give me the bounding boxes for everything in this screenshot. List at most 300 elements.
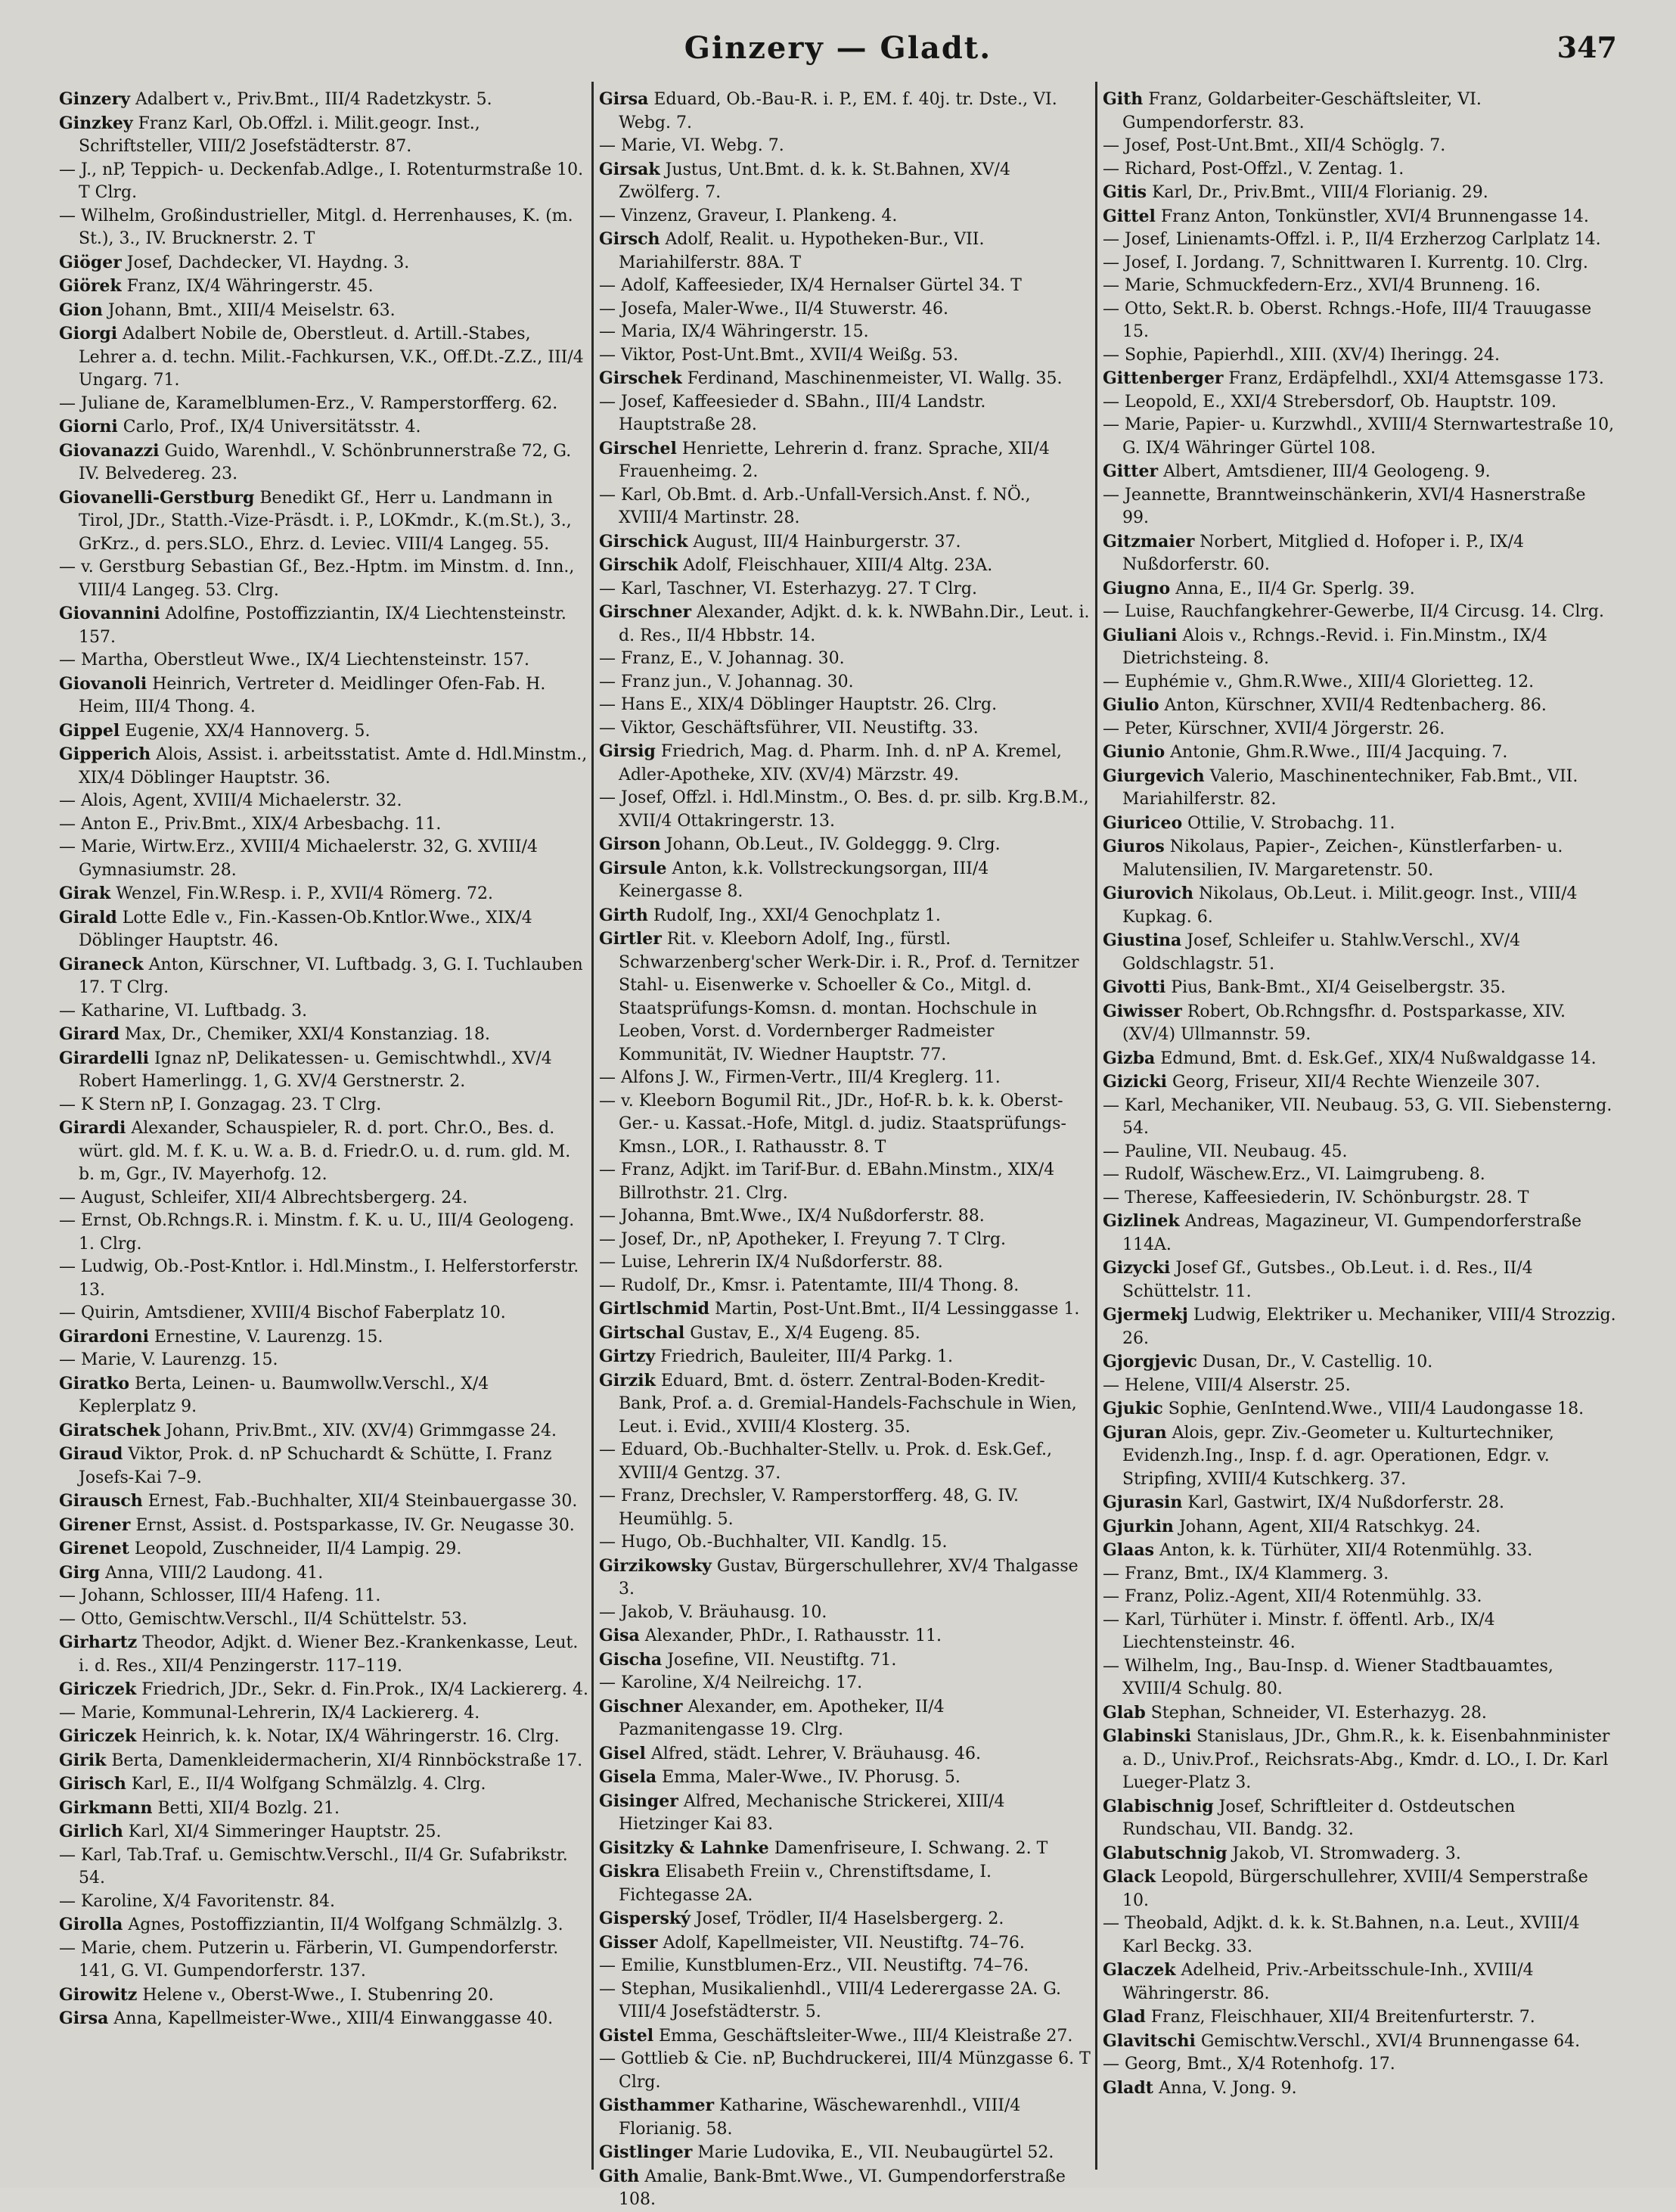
entry-details: — Johann, Schlosser, III/4 Hafeng. 11. xyxy=(59,1586,381,1605)
entry-details: — Wilhelm, Ing., Bau-Insp. d. Wiener Stadtbauamtes, XVIII/4 Schulg. 80. xyxy=(1103,1656,1553,1698)
entry-details: Benedikt Gf., Herr u. Landmann in Tirol, JDr., Statth.-Vize-Präsdt. i. P., LOKmdr., K.(m.St.), 3., GrKrz., d. pers.SLO., Ehrz. d. Leviec. VIII/4 Langeg. 55. xyxy=(79,488,572,554)
entry-details: — Anton E., Priv.Bmt., XIX/4 Arbesbachg. 11. xyxy=(59,814,442,834)
directory-entry xyxy=(599,1624,1091,1648)
directory-entry xyxy=(599,2094,1091,2141)
entry-details: — Josef, Kaffeesieder d. SBahn., III/4 Landstr. Hauptstraße 28. xyxy=(599,392,986,434)
directory-entry xyxy=(1103,530,1617,577)
entry-surname: Girkmann xyxy=(59,1797,153,1818)
entry-details: Ignaz nP, Delikatessen- u. Gemischtwhdl., XV/4 Robert Hamerlingg. 1, G. XV/4 Gerstnerstr. 2. xyxy=(79,1049,552,1091)
directory-entry xyxy=(599,391,1091,437)
directory-entry xyxy=(59,1678,588,1702)
entry-details: Josef, Schleifer u. Stahlw.Verschl., XV/4 Goldschlagstr. 51. xyxy=(1122,931,1521,974)
directory-entry xyxy=(1103,298,1617,344)
directory-entry xyxy=(59,88,588,112)
directory-entry xyxy=(599,1251,1091,1275)
directory-entry xyxy=(59,649,588,673)
directory-entry xyxy=(1103,228,1617,252)
directory-entry xyxy=(1103,929,1617,976)
entry-surname: Gipperich xyxy=(59,744,151,764)
directory-entry xyxy=(599,1955,1091,1978)
entry-surname: Glad xyxy=(1103,2007,1146,2027)
directory-entry xyxy=(59,813,588,837)
entry-surname: Girik xyxy=(59,1750,107,1770)
entry-details: Betti, XII/4 Bozlg. 21. xyxy=(157,1798,340,1818)
entry-surname: Girsch xyxy=(599,229,660,249)
directory-entry xyxy=(1103,976,1617,1000)
entry-details: — Franz, E., V. Johannag. 30. xyxy=(599,649,845,668)
entry-details: — Eduard, Ob.-Buchhalter-Stellv. u. Prok. d. Esk.Gef., XVIII/4 Gentzg. 37. xyxy=(599,1440,1053,1483)
directory-entry xyxy=(599,578,1091,601)
entry-details: — Marie, Wirtw.Erz., XVIII/4 Michaelerstr. 32, G. XVIII/4 Gymnasiumstr. 28. xyxy=(59,837,538,880)
entry-details: — Pauline, VII. Neubaug. 45. xyxy=(1103,1142,1348,1161)
directory-entry xyxy=(59,1349,588,1372)
directory-entry xyxy=(59,836,588,882)
directory-entry xyxy=(1103,1070,1617,1095)
entry-surname: Giovannini xyxy=(59,604,160,623)
entry-surname: Gjurasin xyxy=(1103,1493,1183,1512)
entry-details: — Therese, Kaffeesiederin, IV. Schönburgstr. 28. T xyxy=(1103,1188,1529,1207)
entry-surname: Girenet xyxy=(59,1539,129,1558)
entry-details: Josef, Schriftleiter d. Ostdeutschen Rundschau, VII. Bandg. 32. xyxy=(1122,1797,1516,1839)
entry-details: Albert, Amtsdiener, III/4 Geologeng. 9. xyxy=(1163,462,1491,481)
entry-surname: Girtschal xyxy=(599,1322,685,1343)
directory-entry xyxy=(1103,344,1617,368)
entry-details: Ernest, Fab.-Buchhalter, XII/4 Steinbauergasse 30. xyxy=(147,1492,578,1511)
entry-surname: Girtzy xyxy=(599,1347,656,1366)
directory-entry xyxy=(59,556,588,602)
entry-surname: Gitis xyxy=(1103,182,1147,202)
directory-entry xyxy=(59,299,588,323)
directory-entry xyxy=(59,1372,588,1419)
directory-entry xyxy=(599,1485,1091,1531)
directory-entry xyxy=(1103,252,1617,275)
entry-surname: Glab xyxy=(1103,1702,1146,1723)
entry-surname: Girardelli xyxy=(59,1048,150,1068)
entry-surname: Gjorgjevic xyxy=(1103,1352,1197,1372)
directory-entry xyxy=(1103,1539,1617,1563)
entry-details: — Josef, Post-Unt.Bmt., XII/4 Schöglg. 7. xyxy=(1103,136,1446,155)
entry-details: — Franz, Drechsler, V. Ramperstorfferg. 48, G. IV. Heumühlg. 5. xyxy=(599,1487,1020,1529)
entry-details: Rit. v. Kleeborn Adolf, Ing., fürstl. Schwarzenberg'scher Werk-Dir. i. R., Prof. d. Ternitzer Stahl- u. Eisenwerke v. Schoeller & Co., Mitgl. d. Staatsprüfungs-Komsn. d. montan. Hochschule in Leoben, Vorst. d. Vordernberger Radmeister Kommunität, IV. Wiedner Hauptstr. 77. xyxy=(619,930,1079,1064)
entry-details: — Karl, Ob.Bmt. d. Arb.-Unfall-Versich.Anst. f. NÖ., XVIII/4 Martinstr. 28. xyxy=(599,485,1031,527)
entry-details: Anna, Kapellmeister-Wwe., XIII/4 Einwanggasse 40. xyxy=(113,2009,554,2028)
directory-entry xyxy=(1103,88,1617,135)
directory-entry xyxy=(599,158,1091,205)
directory-entry xyxy=(599,671,1091,694)
directory-entry xyxy=(599,1790,1091,1837)
entry-details: August, III/4 Hainburgerstr. 37. xyxy=(693,532,961,551)
directory-entry xyxy=(59,159,588,205)
directory-entry xyxy=(59,1702,588,1726)
entry-surname: Girsak xyxy=(599,159,660,179)
entry-details: Ernestine, V. Laurenzg. 15. xyxy=(154,1327,383,1347)
entry-details: — J., nP, Teppich- u. Deckenfab.Adlge., I. Rotenturmstraße 10. T Clrg. xyxy=(59,160,584,202)
entry-details: Alexander, Adjkt. d. k. k. NWBahn.Dir., Leut. i. d. Res., II/4 Hbbstr. 14. xyxy=(619,603,1090,645)
directory-entry xyxy=(1103,1586,1617,1609)
entry-details: Adalbert v., Priv.Bmt., III/4 Radetzkystr. 5. xyxy=(135,90,492,109)
entry-details: — Karl, Taschner, VI. Esterhazyg. 27. T Clrg. xyxy=(599,579,977,598)
directory-entry xyxy=(59,602,588,649)
directory-entry xyxy=(599,1159,1091,1205)
entry-details: — Wilhelm, Großindustrieller, Mitgl. d. Herrenhauses, K. (m. St.), 3., IV. Brucknerstr. 2. T xyxy=(59,206,573,248)
entry-details: — Luise, Rauchfangkehrer-Gewerbe, II/4 Circusg. 14. Clrg. xyxy=(1103,602,1604,621)
entry-details: — Richard, Post-Offzl., V. Zentag. 1. xyxy=(1103,159,1404,179)
entry-details: Justus, Unt.Bmt. d. k. k. St.Bahnen, XV/4 Zwölferg. 7. xyxy=(619,160,1010,202)
directory-entry xyxy=(599,1860,1091,1907)
entry-details: Emma, Maler-Wwe., IV. Phorusg. 5. xyxy=(662,1768,961,1787)
directory-entry xyxy=(1103,1375,1617,1398)
entry-surname: Girolla xyxy=(59,1915,123,1934)
entry-details: Eduard, Ob.-Bau-R. i. P., EM. f. 40j. tr. Dste., VI. Webg. 7. xyxy=(619,90,1057,132)
entry-surname: Gischa xyxy=(599,1649,663,1670)
entry-details: Henriette, Lehrerin d. franz. Sprache, XII/4 Frauenheimg. 2. xyxy=(619,439,1050,481)
directory-entry xyxy=(599,1837,1091,1861)
entry-details: Elisabeth Freiin v., Chrenstiftsdame, I. Fichtegasse 2A. xyxy=(619,1862,992,1905)
entry-details: Helene v., Oberst-Wwe., I. Stubenring 20. xyxy=(142,1985,494,2005)
directory-column-1 xyxy=(59,88,588,2161)
entry-surname: Giriczek xyxy=(59,1679,137,1699)
directory-entry xyxy=(59,415,588,440)
directory-entry xyxy=(1103,1866,1617,1912)
entry-details: Friedrich, Mag. d. Pharm. Inh. d. nP A. Kremel, Adler-Apotheke, XIV. (XV/4) Märzstr. 49. xyxy=(619,742,1062,784)
directory-entry xyxy=(59,440,588,486)
page-header xyxy=(0,30,1676,76)
entry-details: Gustav, E., X/4 Eugeng. 85. xyxy=(690,1323,920,1343)
entry-surname: Girzikowsky xyxy=(599,1555,712,1576)
entry-surname: Gitzmaier xyxy=(1103,531,1195,551)
directory-entry xyxy=(599,1369,1091,1440)
directory-entry xyxy=(599,1978,1091,2024)
entry-surname: Girsig xyxy=(599,741,656,761)
entry-surname: Gisitzky & Lahnke xyxy=(599,1838,769,1858)
directory-entry xyxy=(59,743,588,790)
directory-entry xyxy=(59,1325,588,1350)
entry-details: — Karl, Türhüter i. Minstr. f. öffentl. Arb., IX/4 Liechtensteinstr. 46. xyxy=(1103,1610,1495,1652)
entry-details: Anna, E., II/4 Gr. Sperlg. 39. xyxy=(1175,579,1415,598)
directory-entry xyxy=(599,601,1091,648)
entry-surname: Giorni xyxy=(59,417,118,436)
directory-entry xyxy=(59,251,588,275)
entry-surname: Giurovich xyxy=(1103,884,1193,903)
directory-entry xyxy=(1103,882,1617,929)
entry-surname: Girausch xyxy=(59,1491,143,1511)
entry-surname: Girschel xyxy=(599,438,677,458)
entry-surname: Girson xyxy=(599,834,661,854)
entry-details: Pius, Bank-Bmt., XI/4 Geiselbergstr. 35. xyxy=(1171,978,1506,997)
entry-surname: Glavitschi xyxy=(1103,2030,1196,2051)
directory-entry xyxy=(599,1555,1091,1602)
directory-entry xyxy=(1103,1609,1617,1655)
entry-details: — Emilie, Kunstblumen-Erz., VII. Neustiftg. 74–76. xyxy=(599,1956,1029,1975)
entry-details: — Euphémie v., Ghm.R.Wwe., XIII/4 Glorietteg. 12. xyxy=(1103,672,1535,691)
entry-details: Johann, Agent, XII/4 Ratschkyg. 24. xyxy=(1178,1517,1481,1536)
entry-surname: Girschek xyxy=(599,368,682,388)
entry-details: Alfred, städt. Lehrer, V. Bräuhausg. 46. xyxy=(650,1744,981,1763)
entry-details: Adelheid, Priv.-Arbeitsschule-Inh., XVIII/4 Währingerstr. 86. xyxy=(1122,1961,1534,2003)
entry-details: Antonie, Ghm.R.Wwe., III/4 Jacquing. 7. xyxy=(1170,743,1508,762)
entry-details: — Marie, Kommunal-Lehrerin, IX/4 Lackiererg. 4. xyxy=(59,1703,480,1723)
entry-details: Gustav, Bürgerschullehrer, XV/4 Thalgasse 3. xyxy=(619,1556,1079,1598)
directory-entry xyxy=(1103,765,1617,812)
directory-entry xyxy=(1103,694,1617,718)
entry-details: — Franz, Adjkt. im Tarif-Bur. d. EBahn.Minstm., XIX/4 Billrothstr. 21. Clrg. xyxy=(599,1160,1055,1203)
directory-entry xyxy=(599,1531,1091,1555)
entry-details: — Peter, Kürschner, XVII/4 Jörgerstr. 26. xyxy=(1103,719,1445,738)
entry-surname: Gisela xyxy=(599,1767,657,1787)
entry-surname: Giuriceo xyxy=(1103,812,1183,833)
entry-surname: Gistlinger xyxy=(599,2142,693,2162)
directory-entry xyxy=(599,1229,1091,1252)
entry-surname: Girener xyxy=(59,1515,131,1535)
entry-details: — Jakob, V. Bräuhausg. 10. xyxy=(599,1602,827,1622)
entry-details: Max, Dr., Chemiker, XXI/4 Konstanziag. 18. xyxy=(124,1025,490,1044)
entry-surname: Girsule xyxy=(599,858,667,878)
entry-details: Martin, Post-Unt.Bmt., II/4 Lessinggasse 1. xyxy=(715,1300,1080,1319)
entry-surname: Girtlschmid xyxy=(599,1299,710,1319)
entry-surname: Gladt xyxy=(1103,2077,1153,2098)
directory-entry xyxy=(599,1090,1091,1160)
entry-details: — Franz, Bmt., IX/4 Klammerg. 3. xyxy=(1103,1564,1389,1583)
entry-details: Marie Ludovika, E., VII. Neubaugürtel 52. xyxy=(697,2143,1054,2162)
entry-details: — Quirin, Amtsdiener, XVIII/4 Bischof Faberplatz 10. xyxy=(59,1303,506,1322)
directory-entry xyxy=(1103,2077,1617,2101)
directory-entry xyxy=(59,322,588,393)
entry-details: Alois v., Rchngs.-Revid. i. Fin.Minstm., IX/4 Dietrichsteing. 8. xyxy=(1122,626,1547,668)
directory-entry xyxy=(599,2165,1091,2212)
entry-details: Gemischtw.Verschl., XVI/4 Brunnengasse 64. xyxy=(1200,2031,1581,2051)
entry-surname: Giratko xyxy=(59,1373,130,1393)
entry-details: Heinrich, Vertreter d. Meidlinger Ofen-Fab. H. Heim, III/4 Thong. 4. xyxy=(79,674,546,716)
entry-surname: Giurgevich xyxy=(1103,766,1205,786)
entry-details: — Hugo, Ob.-Buchhalter, VII. Kandlg. 15. xyxy=(599,1533,948,1552)
entry-surname: Gjuran xyxy=(1103,1422,1167,1443)
entry-surname: Giöger xyxy=(59,252,122,272)
directory-entry xyxy=(1103,601,1617,624)
entry-details: Karl, XI/4 Simmeringer Hauptstr. 25. xyxy=(128,1822,442,1841)
directory-entry xyxy=(1103,2053,1617,2077)
entry-details: — Ludwig, Ob.-Post-Kntlor. i. Hdl.Minstm., I. Helferstorferstr. 13. xyxy=(59,1257,579,1300)
entry-details: — Rudolf, Dr., Kmsr. i. Patentamte, III/4 Thong. 8. xyxy=(599,1275,1020,1295)
entry-surname: Glack xyxy=(1103,1867,1156,1887)
entry-details: — Gottlieb & Cie. nP, Buchdruckerei, III/4 Münzgasse 6. T Clrg. xyxy=(599,2049,1091,2092)
directory-entry xyxy=(599,1275,1091,1298)
directory-entry xyxy=(599,1742,1091,1766)
directory-entry xyxy=(59,1187,588,1210)
entry-details: Valerio, Maschinentechniker, Fab.Bmt., VII. Mariahilferstr. 82. xyxy=(1122,766,1578,809)
directory-entry xyxy=(1103,1563,1617,1586)
directory-entry xyxy=(1103,1047,1617,1071)
entry-surname: Giwisser xyxy=(1103,1001,1182,1021)
entry-surname: Girak xyxy=(59,884,111,903)
directory-entry xyxy=(59,1608,588,1632)
entry-details: Alexander, Schauspieler, R. d. port. Chr.O., Bes. d. würt. gld. M. f. K. u. W. a. B. d. Friedr.O. u. d. rum. gld. M. b. m, Ggr., IV. Mayerhofg. 12. xyxy=(79,1119,571,1184)
entry-details: Johann, Ob.Leut., IV. Goldeggg. 9. Clrg. xyxy=(666,835,1001,854)
directory-entry xyxy=(59,673,588,719)
entry-surname: Giugno xyxy=(1103,578,1171,598)
column-rule xyxy=(1095,82,1097,2170)
entry-surname: Giraneck xyxy=(59,954,144,974)
directory-entry xyxy=(59,1844,588,1890)
directory-entry xyxy=(599,1931,1091,1956)
entry-surname: Giustina xyxy=(1103,930,1182,950)
entry-details: Berta, Damenkleidermacherin, XI/4 Rinnböckstraße 17. xyxy=(111,1751,583,1770)
entry-surname: Glabischnig xyxy=(1103,1796,1214,1816)
directory-entry xyxy=(599,484,1091,530)
entry-details: — Karoline, X/4 Neilreichg. 17. xyxy=(599,1673,863,1692)
entry-surname: Gisel xyxy=(599,1743,646,1763)
directory-entry xyxy=(599,1907,1091,1931)
entry-surname: Girowitz xyxy=(59,1984,138,2005)
entry-surname: Gizba xyxy=(1103,1048,1156,1068)
entry-details: Andreas, Magazineur, VI. Gumpendorferstraße 114A. xyxy=(1122,1212,1582,1254)
entry-details: Guido, Warenhdl., V. Schönbrunnerstraße 72, G. IV. Belvedereg. 23. xyxy=(79,441,572,483)
entry-details: — Josef, Linienamts-Offzl. i. P., II/4 Erzherzog Carlplatz 14. xyxy=(1103,230,1601,249)
directory-entry xyxy=(59,1047,588,1094)
entry-details: Anton, k. k. Türhüter, XII/4 Rotenmühlg. 33. xyxy=(1159,1541,1533,1560)
entry-details: Leopold, Zuschneider, II/4 Lampig. 29. xyxy=(134,1539,462,1558)
entry-details: — Marie, Papier- u. Kurzwhdl., XVIII/4 Sternwartestraße 10, G. IX/4 Währinger Gürtel 108. xyxy=(1103,415,1615,458)
directory-entry xyxy=(59,112,588,159)
entry-details: — Alois, Agent, XVIII/4 Michaelerstr. 32. xyxy=(59,791,402,810)
directory-entry xyxy=(1103,1257,1617,1303)
directory-entry xyxy=(599,1439,1091,1485)
entry-surname: Glaczek xyxy=(1103,1960,1176,1980)
directory-entry xyxy=(59,393,588,416)
directory-entry xyxy=(1103,205,1617,229)
entry-details: Berta, Leinen- u. Baumwollw.Verschl., X/4 Keplerplatz 9. xyxy=(79,1374,489,1416)
entry-details: Josef Gf., Gutsbes., Ob.Leut. i. d. Res., II/4 Schüttelstr. 11. xyxy=(1122,1259,1533,1301)
entry-surname: Gippel xyxy=(59,720,120,741)
directory-entry xyxy=(599,1672,1091,1695)
directory-entry xyxy=(59,953,588,1000)
directory-entry xyxy=(1103,1187,1617,1210)
entry-surname: Giovanelli-Gerstburg xyxy=(59,487,255,508)
entry-surname: Giorgi xyxy=(59,324,118,343)
entry-surname: Girsa xyxy=(599,89,649,109)
entry-details: Emma, Geschäftsleiter-Wwe., III/4 Kleistraße 27. xyxy=(659,2026,1073,2046)
entry-surname: Girardoni xyxy=(59,1326,149,1347)
entry-surname: Girg xyxy=(59,1562,101,1583)
directory-entry xyxy=(1103,1655,1617,1701)
directory-entry xyxy=(599,298,1091,322)
entry-surname: Giuros xyxy=(1103,837,1165,856)
entry-details: Stanislaus, JDr., Ghm.R., k. k. Eisenbahnminister a. D., Univ.Prof., Reichsrats-Abg., Kmdr. d. LO., I. Dr. Karl Lueger-Platz 3. xyxy=(1122,1727,1610,1792)
entry-surname: Giovanoli xyxy=(59,673,147,694)
column-rule xyxy=(591,82,594,2170)
entry-surname: Girald xyxy=(59,907,117,927)
entry-surname: Glabutschnig xyxy=(1103,1843,1228,1863)
entry-details: — Maria, IX/4 Währingerstr. 15. xyxy=(599,322,869,341)
directory-entry xyxy=(59,1772,588,1797)
entry-details: Carlo, Prof., IX/4 Universitätsstr. 4. xyxy=(123,418,421,436)
entry-details: Franz Anton, Tonkünstler, XVI/4 Brunnengasse 14. xyxy=(1160,207,1589,226)
directory-entry xyxy=(59,1797,588,1821)
entry-details: — Viktor, Geschäftsführer, VII. Neustiftg. 33. xyxy=(599,718,979,738)
entry-details: Ottilie, V. Strobachg. 11. xyxy=(1187,813,1395,833)
directory-entry xyxy=(599,344,1091,368)
entry-details: Anna, VIII/2 Laudong. 41. xyxy=(105,1563,324,1583)
entry-details: Ferdinand, Maschinenmeister, VI. Wallg. 35. xyxy=(687,369,1063,388)
directory-entry xyxy=(1103,1421,1617,1492)
entry-details: Dusan, Dr., V. Castellig. 10. xyxy=(1202,1353,1433,1372)
entry-details: Alexander, em. Apotheker, II/4 Pazmanitengasse 19. Clrg. xyxy=(619,1697,945,1739)
entry-details: — Theobald, Adjkt. d. k. k. St.Bahnen, n.a. Leut., XVIII/4 Karl Beckg. 33. xyxy=(1103,1914,1580,1956)
entry-details: Friedrich, JDr., Sekr. d. Fin.Prok., IX/4 Lackiererg. 4. xyxy=(141,1680,588,1699)
entry-details: — Josef, I. Jordang. 7, Schnittwaren I. Kurrentg. 10. Clrg. xyxy=(1103,253,1588,272)
entry-details: Josef, Dachdecker, VI. Haydng. 3. xyxy=(126,253,410,272)
directory-entry xyxy=(599,1766,1091,1790)
directory-entry xyxy=(59,1210,588,1256)
directory-entry xyxy=(1103,158,1617,182)
directory-entry xyxy=(1103,135,1617,158)
entry-details: Stephan, Schneider, VI. Esterhazyg. 28. xyxy=(1150,1703,1487,1723)
entry-details: Alexander, PhDr., I. Rathausstr. 11. xyxy=(644,1626,942,1645)
entry-surname: Gith xyxy=(599,2166,640,2186)
entry-details: Norbert, Mitglied d. Hofoper i. P., IX/4 Nußdorferstr. 60. xyxy=(1122,532,1525,574)
entry-details: Leopold, Bürgerschullehrer, XVIII/4 Semperstraße 10. xyxy=(1122,1868,1588,1910)
directory-entry xyxy=(599,648,1091,671)
directory-entry xyxy=(599,2024,1091,2049)
entry-surname: Giraud xyxy=(59,1444,123,1464)
entry-details: Rudolf, Ing., XXI/4 Genochplatz 1. xyxy=(653,906,941,925)
directory-entry xyxy=(59,1984,588,2008)
entry-details: — Georg, Bmt., X/4 Rotenhofg. 17. xyxy=(1103,2055,1395,2074)
entry-details: Anton, k.k. Vollstreckungsorgan, III/4 Keinergasse 8. xyxy=(619,859,989,901)
directory-entry xyxy=(1103,460,1617,484)
directory-entry xyxy=(599,694,1091,717)
entry-details: Wenzel, Fin.W.Resp. i. P., XVII/4 Römerg. 72. xyxy=(116,884,493,903)
entry-details: — Karl, Tab.Traf. u. Gemischtw.Verschl., II/4 Gr. Sufabrikstr. 54. xyxy=(59,1845,568,1887)
directory-entry xyxy=(599,717,1091,741)
directory-entry xyxy=(599,554,1091,578)
entry-details: Lotte Edle v., Fin.-Kassen-Ob.Kntlor.Wwe., XIX/4 Döblinger Hauptstr. 46. xyxy=(79,908,532,950)
directory-entry xyxy=(59,1000,588,1024)
directory-entry xyxy=(1103,1515,1617,1539)
entry-details: — Hans E., XIX/4 Döblinger Hauptstr. 26. Clrg. xyxy=(599,695,998,714)
entry-surname: Gizycki xyxy=(1103,1258,1171,1278)
directory-entry xyxy=(59,1514,588,1538)
entry-details: Adolfine, Postoffizziantin, IX/4 Liechtensteinstr. 157. xyxy=(79,604,566,647)
entry-details: Adalbert Nobile de, Oberstleut. d. Artill.-Stabes, Lehrer a. d. techn. Milit.-Fachkursen, V.K., Off.Dt.-Z.Z., III/4 Ungarg. 71. xyxy=(79,325,584,390)
entry-surname: Girschik xyxy=(599,555,678,575)
entry-details: — Franz jun., V. Johannag. 30. xyxy=(599,672,854,691)
entry-surname: Girtler xyxy=(599,929,662,949)
entry-details: — v. Kleeborn Bogumil Rit., JDr., Hof-R. b. k. k. Oberst-Ger.- u. Kassat.-Hofe, Mitgl. d. judiz. Staatsprüfungs-Kmsn., LOR., I. Rathausstr. 8. T xyxy=(599,1091,1066,1157)
directory-entry xyxy=(59,1937,588,1984)
directory-entry xyxy=(59,1725,588,1749)
entry-details: Josef, Trödler, II/4 Haselsbergerg. 2. xyxy=(695,1909,1004,1928)
directory-entry xyxy=(1103,1141,1617,1164)
directory-entry xyxy=(599,1297,1091,1322)
entry-details: — Helene, VIII/4 Alserstr. 25. xyxy=(1103,1375,1351,1395)
entry-details: — Josef, Dr., nP, Apotheker, I. Freyung 7. T Clrg. xyxy=(599,1229,1007,1249)
directory-entry xyxy=(59,1820,588,1844)
entry-details: — Leopold, E., XXI/4 Strebersdorf, Ob. Hauptstr. 109. xyxy=(1103,392,1557,412)
directory-entry xyxy=(1103,671,1617,694)
entry-details: Anton, Kürschner, VI. Luftbadg. 3, G. I. Tuchlauben 17. T Clrg. xyxy=(79,955,583,997)
directory-entry xyxy=(1103,1350,1617,1375)
entry-surname: Gjermekj xyxy=(1103,1305,1188,1325)
entry-details: Amalie, Bank-Bmt.Wwe., VI. Gumpendorferstraße 108. xyxy=(619,2167,1066,2209)
directory-entry xyxy=(59,1256,588,1302)
directory-entry xyxy=(1103,1725,1617,1795)
entry-surname: Ginzkey xyxy=(59,113,133,133)
entry-surname: Givotti xyxy=(1103,977,1166,997)
entry-surname: Gisthammer xyxy=(599,2095,715,2115)
directory-entry xyxy=(59,2007,588,2031)
directory-entry xyxy=(1103,414,1617,460)
entry-details: — v. Gerstburg Sebastian Gf., Bez.-Hptm. im Minstm. d. Inn., VIII/4 Langeg. 53. Clrg. xyxy=(59,558,575,600)
